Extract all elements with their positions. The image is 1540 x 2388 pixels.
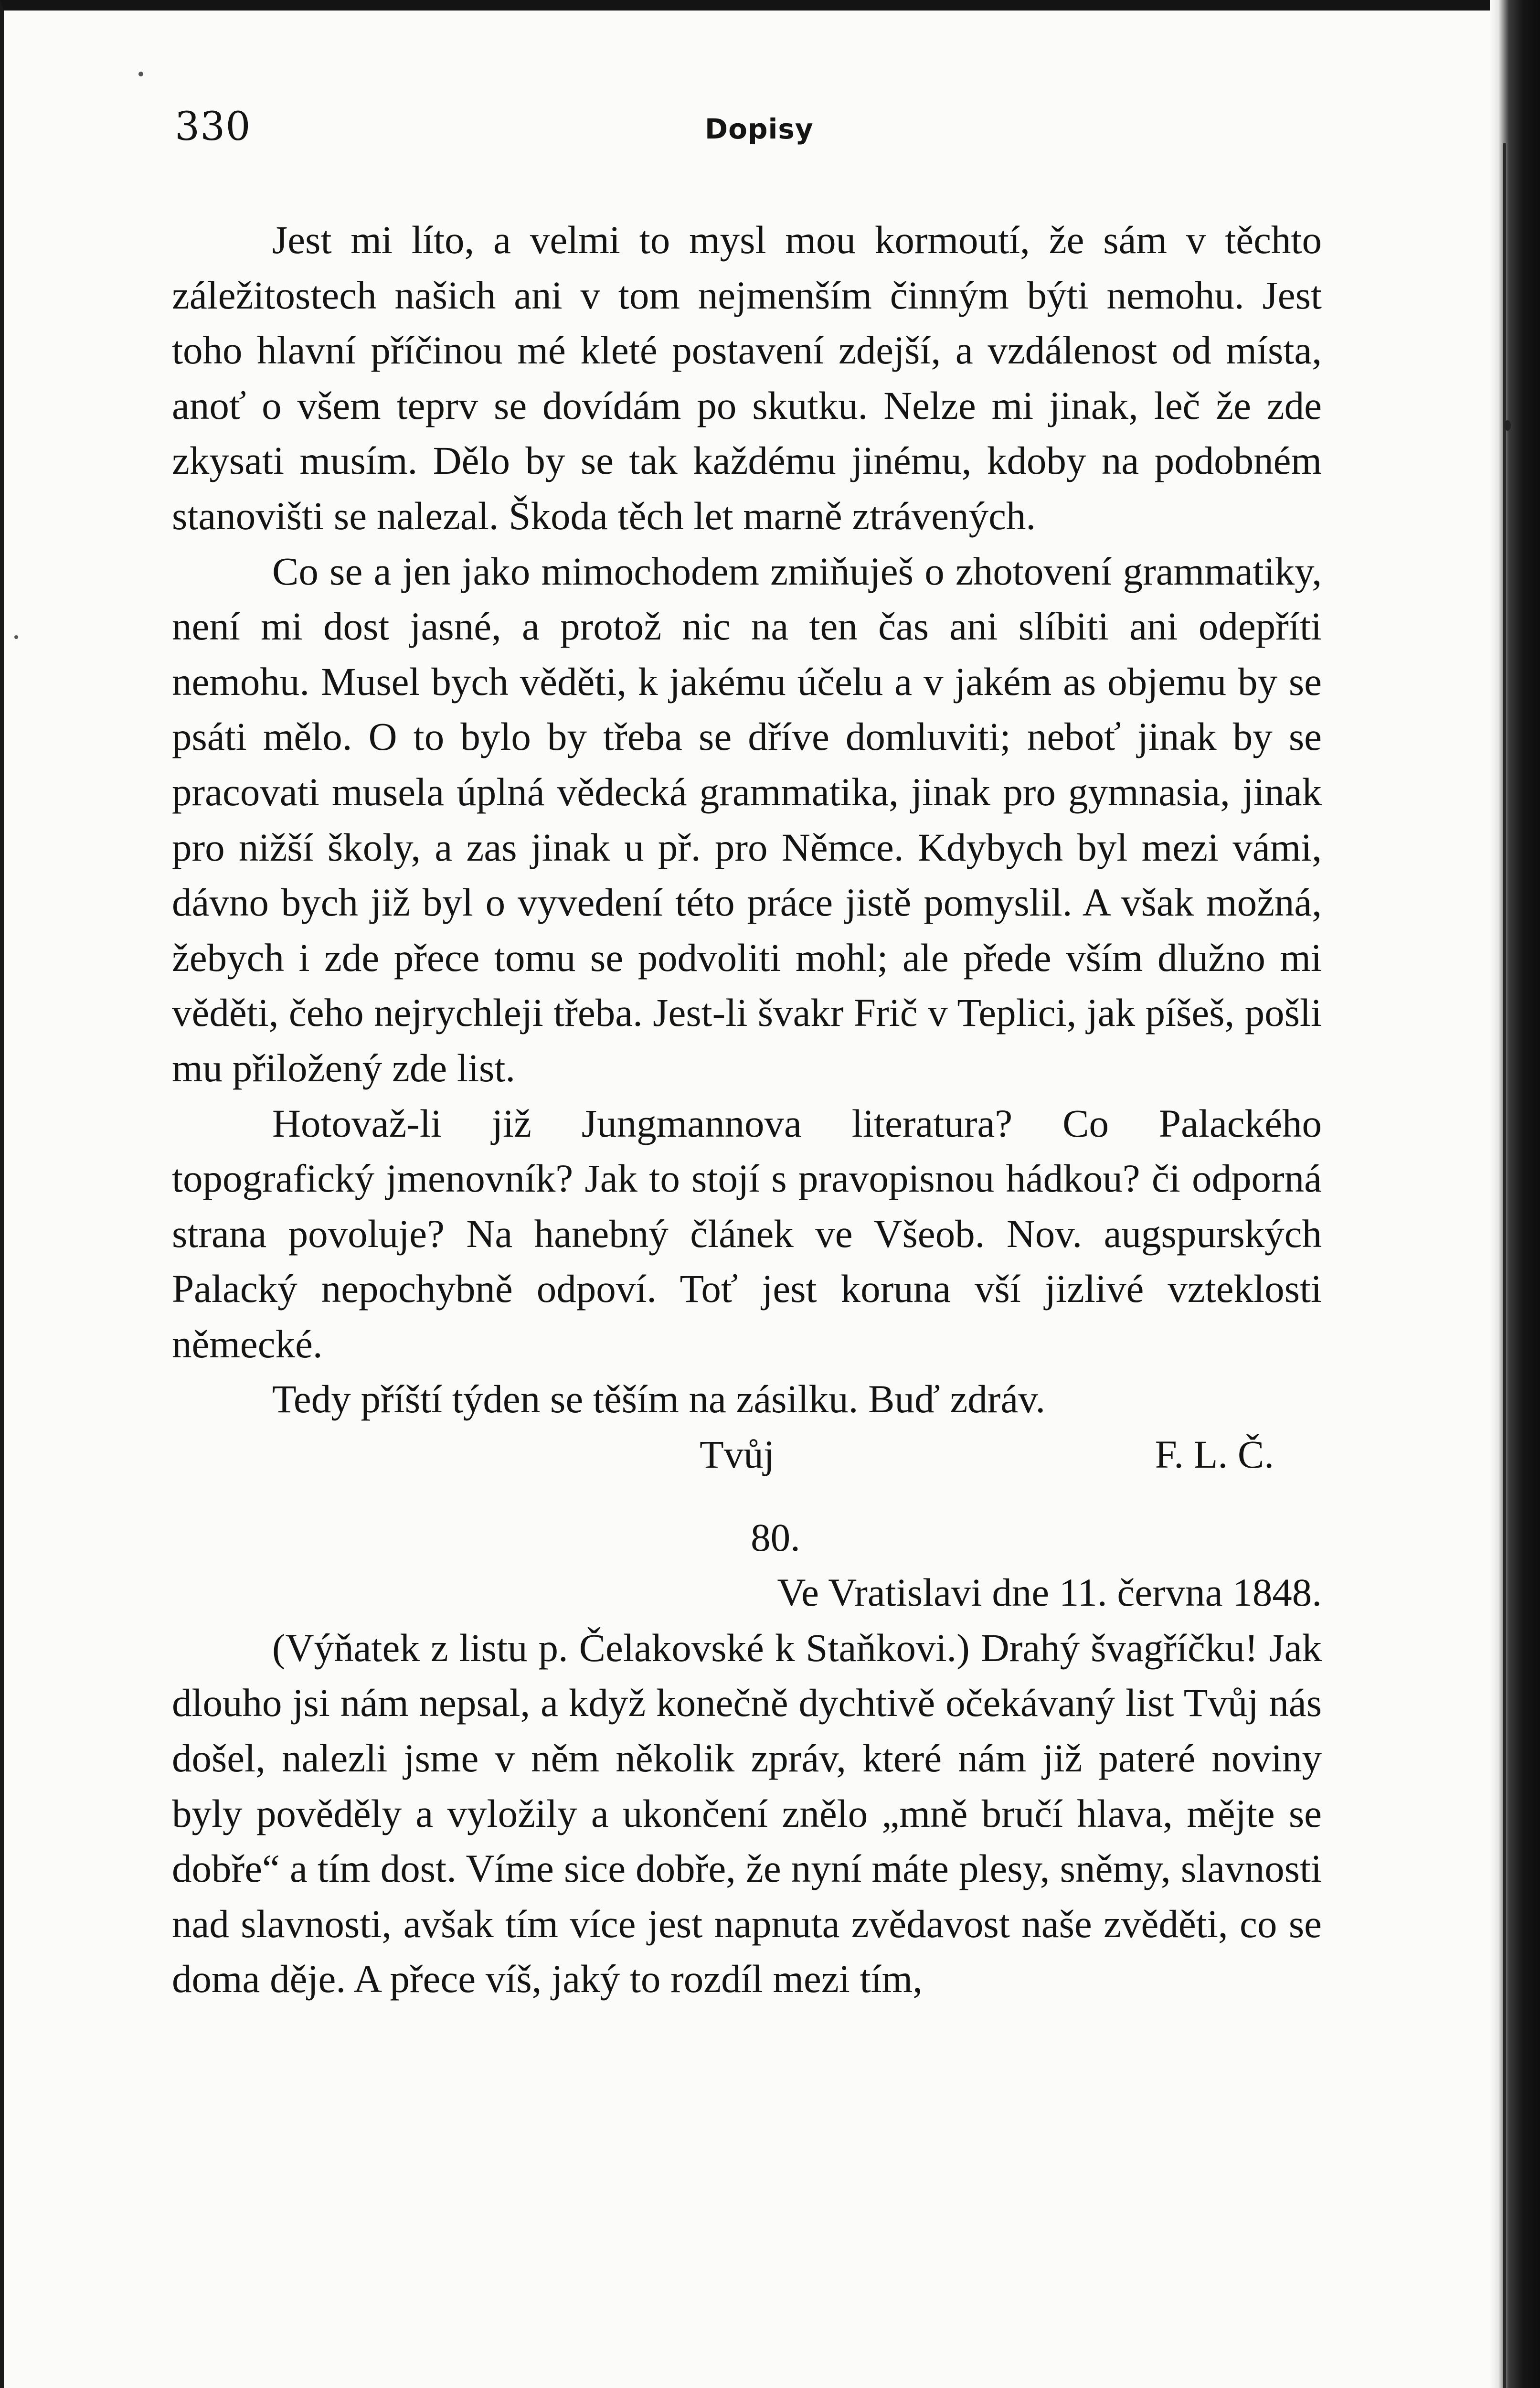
excerpt-paragraph: (Výňatek z listu p. Čelakovské k Staňkovi.) Drahý švagříčku! Jak dlouho jsi nám nepsal, a když konečně dychtivě očekávaný list Tvůj nás došel, nalezli jsme v něm několik zpráv, které nám již pateré noviny byly pověděly a vyložily a ukončení znělo „mně bručí hlava, mějte se dobře“ a tím dost. Víme sice dobře, že nyní máte plesy, sněmy, slavnosti nad slavnosti, avšak tím více jest napnuta zvědavost naše zvěděti, co se doma děje. A přece víš, jaký to rozdíl mezi tím, xyxy=(172,1625,1322,2001)
letter-number: 80. xyxy=(751,1515,800,1559)
signature-closing: Tvůj xyxy=(700,1432,775,1477)
section-gap xyxy=(172,1482,1322,1510)
dust-speck xyxy=(14,635,18,639)
paragraph-2: Co se a jen jako mimochodem zmiňuješ o zhotovení grammatiky, není mi dost jasné, a protož nic na ten čas ani slíbiti ani odepříti nemohu. Musel bych věděti, k jakému účelu a v jakém as objemu by se psáti mělo. O to bylo by třeba se dříve domluviti; neboť jinak by se pracovati musela úplná vědecká grammatika, jinak pro gymnasia, jinak pro nižší školy, a zas jinak u př. pro Němce. Kdybych byl mezi vámi, dávno bych již byl o vyvedení této práce jistě pomyslil. A však možná, žebych i zde přece tomu se podvoliti mohl; ale přede vším dlužno mi věděti, čeho nejrychleji třeba. Jest-li švakr Frič v Teplici, jak píšeš, pošli mu přiložený zde list. xyxy=(172,549,1322,1090)
dust-speck xyxy=(1504,420,1511,431)
signature-initials: F. L. Č. xyxy=(1155,1432,1274,1477)
signature xyxy=(172,1427,1322,1482)
paragraph-1: Jest mi líto, a velmi to mysl mou kormoutí, že sám v těchto záležitostech našich ani v tom nejmenším činným býti nemohu. Jest toho hlavní příčinou mé kleté postavení zdejší, a vzdálenost od místa, anoť o všem teprv se dovídám po skutku. Nelze mi jinak, leč že zde zkysati musím. Dělo by se tak každému jinému, kdoby na podobném stanovišti se nalezal. Škoda těch let marně ztrávených. xyxy=(172,218,1322,538)
page-number: 330 xyxy=(175,104,251,149)
page-edge-line xyxy=(1503,143,1506,2388)
dust-speck xyxy=(138,72,143,76)
paragraph-3: Hotovaž-li již Jungmannova literatura? Co Palackého topografický jmenovník? Jak to stojí s pravopisnou hádkou? či odporná strana povoluje? Na hanebný článek ve Všeob. Nov. augspurských Palacký nepochybně odpoví. Toť jest koruna vší jizlivé vzteklosti německé. xyxy=(172,1101,1322,1366)
page-header xyxy=(175,104,1330,161)
running-head: Dopisy xyxy=(705,113,814,145)
paragraph-4: Tedy příští týden se těším na zásilku. Buď zdráv. xyxy=(272,1377,1046,1421)
letter-text xyxy=(172,213,1322,2007)
dateline: Ve Vratislavi dne 11. června 1848. xyxy=(777,1570,1322,1615)
binding-shadow xyxy=(1490,0,1540,2388)
